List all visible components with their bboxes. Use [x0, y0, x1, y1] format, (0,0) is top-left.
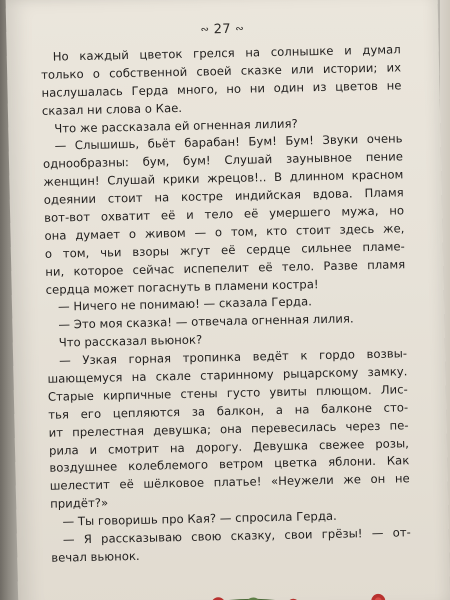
text-line: — Это моя сказка! — отвечала огненная лилия.: [58, 311, 354, 332]
text-line: Что же рассказала ей огненная лилия?: [54, 116, 298, 136]
page-header: [6, 18, 438, 42]
text-line: Старые кирпичные стены густо увиты плющом. Лис-: [47, 382, 408, 404]
text-line: сказал ни слова о Кае.: [41, 100, 183, 118]
text-line: женщин! Слушай крики жрецов!.. В длинном красном: [43, 167, 404, 190]
text-line: она думает о живом — о том, кто стоит здесь же,: [44, 221, 405, 243]
text-line: ит прелестная девушка; она перевесилась через пе-: [48, 417, 409, 440]
text-line: шающемуся на скале старинному рыцарскому замку.: [47, 364, 408, 386]
text-line: о том, чьи взоры жгут её сердце сильнее пламе-: [44, 239, 405, 261]
text-line: воздушнее колеблемого ветром цветка яблони. Как: [49, 453, 410, 476]
ornament-right-icon: ∾: [235, 23, 245, 35]
text-line: вот-вот охватит её и тело её умершего мужа, но: [44, 203, 405, 225]
story-text: [41, 41, 412, 567]
text-line: Что рассказал вьюнок?: [58, 332, 203, 350]
text-line: сердца может погаснуть в пламени костра!: [45, 276, 319, 297]
text-line: одеянии стоит на костре индийская вдова. Пламя: [43, 185, 404, 207]
text-line: наслушалась Герда много, но ни один из цветов не: [41, 78, 402, 100]
text-line: вечал вьюнок.: [51, 548, 140, 565]
text-line: однообразны: бум, бум! Слушай заунывное пение: [42, 149, 404, 172]
text-line: — Узкая горная тропинка ведёт к гордо возвы-: [59, 346, 408, 368]
text-line: ни, которое сейчас испепелит её тело. Разве пламя: [45, 256, 406, 279]
text-line: придёт?»: [50, 495, 109, 512]
text-line: только о собственной своей сказке или истории; их: [41, 60, 402, 82]
text-line: — Ничего не понимаю! — сказала Герда.: [57, 294, 313, 315]
text-line: тья его цепляются за балкон, а на балконе сто-: [48, 400, 409, 422]
text-line: — Я рассказываю свою сказку, свои грёзы! — от-: [62, 525, 411, 547]
text-line: шелестит её шёлковое платье! «Неужели же он не: [49, 471, 410, 494]
text-line: Но каждый цветок грелся на солнышке и думал: [52, 42, 401, 64]
floral-border-icon: [78, 588, 418, 600]
text-line: — Слышишь, бьёт барабан! Бум! Бум! Звуки очень: [54, 131, 403, 154]
ornament-left-icon: ∾: [200, 24, 210, 36]
page-number: 27: [213, 21, 231, 38]
book-page: [6, 0, 450, 600]
text-line: — Ты говоришь про Кая? — спросила Герда.: [62, 508, 337, 529]
text-line: рила и смотрит на дорогу. Девушка свежее розы,: [48, 435, 410, 458]
